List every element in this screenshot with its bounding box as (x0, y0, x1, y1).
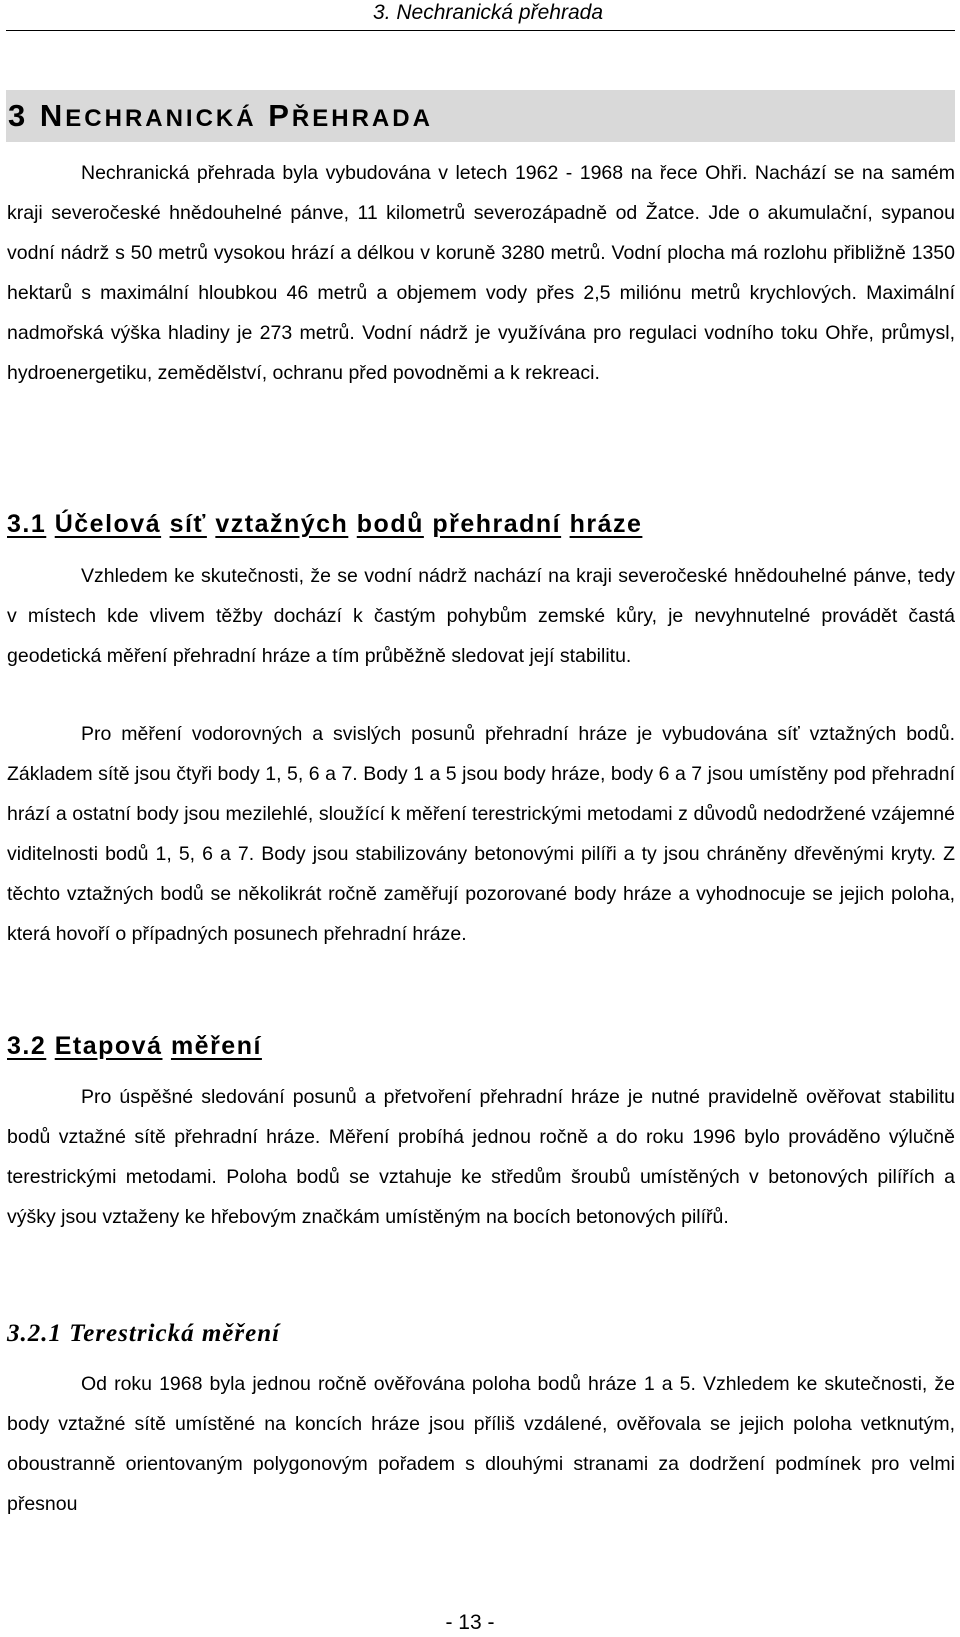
chapter-title-word-2: ŘEHRADA (291, 105, 433, 132)
section-3-1-word: Účelová (54, 510, 162, 538)
chapter-number: 3 (8, 98, 29, 133)
section-3-1-word: přehradní (432, 510, 562, 538)
section-3-1-word: bodů (356, 510, 424, 538)
section-3-1-paragraph-2: Pro měření vodorovných a svislých posunů přehradní hráze je vybudována síť vztažných bodů. Základem sítě jsou čtyři body 1, 5, 6 a 7. Body 1 a 5 jsou body hráze, body 6 a 7 jsou umístěny pod přehradní hrází a ostatní body jsou mezilehlé, sloužící k měření terestrickými metodami z důvodů nedodržené vzájemné viditelnosti bodů 1, 5, 6 a 7. Body jsou stabilizovány betonovými pilíři a ty jsou chráněny dřevěnými kryty. Z těchto vztažných bodů se několikrát ročně zaměřují pozorované body hráze a vyhodnocuje se jejich poloha, která hovoří o případných posunech přehradní hráze. (7, 723, 955, 945)
section-3-2-number: 3.2 (7, 1032, 47, 1060)
chapter-title-initial-2: P (268, 98, 292, 133)
header-divider (6, 30, 955, 31)
section-3-1-word: síť (169, 510, 207, 538)
section-3-1-word: hráze (569, 510, 643, 538)
section-3-2-word: měření (170, 1032, 262, 1060)
section-3-2-heading (7, 1030, 262, 1062)
page-number-text: - 13 - (445, 1611, 495, 1634)
chapter-heading (8, 97, 433, 138)
section-3-2-word: Etapová (54, 1032, 163, 1060)
chapter-title-word-1: ECHRANICKÁ (65, 105, 257, 132)
section-3-1-number: 3.1 (7, 510, 47, 538)
section-3-2-1-heading: 3.2.1 Terestrická měření (7, 1320, 281, 1347)
section-3-1-heading (7, 508, 642, 540)
chapter-title-initial: N (39, 98, 66, 133)
page-number (0, 1610, 960, 1636)
section-3-1-word: vztažných (215, 510, 349, 538)
section-3-2-paragraph-1: Pro úspěšné sledování posunů a přetvoření přehradní hráze je nutné pravidelně ověřovat stabilitu bodů vztažné sítě přehradní hráze. Měření probíhá jednou ročně a do roku 1996 bylo prováděno výlučně terestrickými metodami. Poloha bodů se vztahuje ke středům šroubů umístěných v betonových pilířích a výšky jsou vztaženy ke hřebovým značkám umístěným na bocích betonových pilířů. (7, 1086, 955, 1228)
section-3-2-1-paragraph-1: Od roku 1968 byla jednou ročně ověřována poloha bodů hráze 1 a 5. Vzhledem ke skutečnosti, že body vztažné sítě umístěné na koncích hráze jsou příliš vzdálené, ověřovala se jejich poloha vetknutým, oboustranně orientovaným polygonovým pořadem s dlouhými stranami za dodržení podmínek pro velmi přesnou (7, 1373, 955, 1515)
section-3-1-paragraph-1: Vzhledem ke skutečnosti, že se vodní nádrž nachází na kraji severočeské hnědouhelné pánve, tedy v místech kde vlivem těžby dochází k častým pohybům zemské kůry, je nevyhnutelné provádět častá geodetická měření přehradní hráze a tím průběžně sledovat její stabilitu. (7, 565, 955, 667)
running-header-text: 3. Nechranická přehrada (373, 1, 603, 24)
intro-paragraph: Nechranická přehrada byla vybudována v letech 1962 - 1968 na řece Ohři. Nachází se na samém kraji severočeské hnědouhelné pánve, 11 kilometrů severozápadně od Žatce. Jde o akumulační, sypanou vodní nádrž s 50 metrů vysokou hrází a délkou v koruně 3280 metrů. Vodní plocha má rozlohu přibližně 1350 hektarů s maximální hloubkou 46 metrů a objemem vody přes 2,5 miliónu metrů krychlových. Maximální nadmořská výška hladiny je 273 metrů. Vodní nádrž je využívána pro regulaci vodního toku Ohře, průmysl, hydroenergetiku, zemědělství, ochranu před povodněmi a k rekreaci. (7, 162, 955, 384)
running-header (0, 0, 960, 30)
